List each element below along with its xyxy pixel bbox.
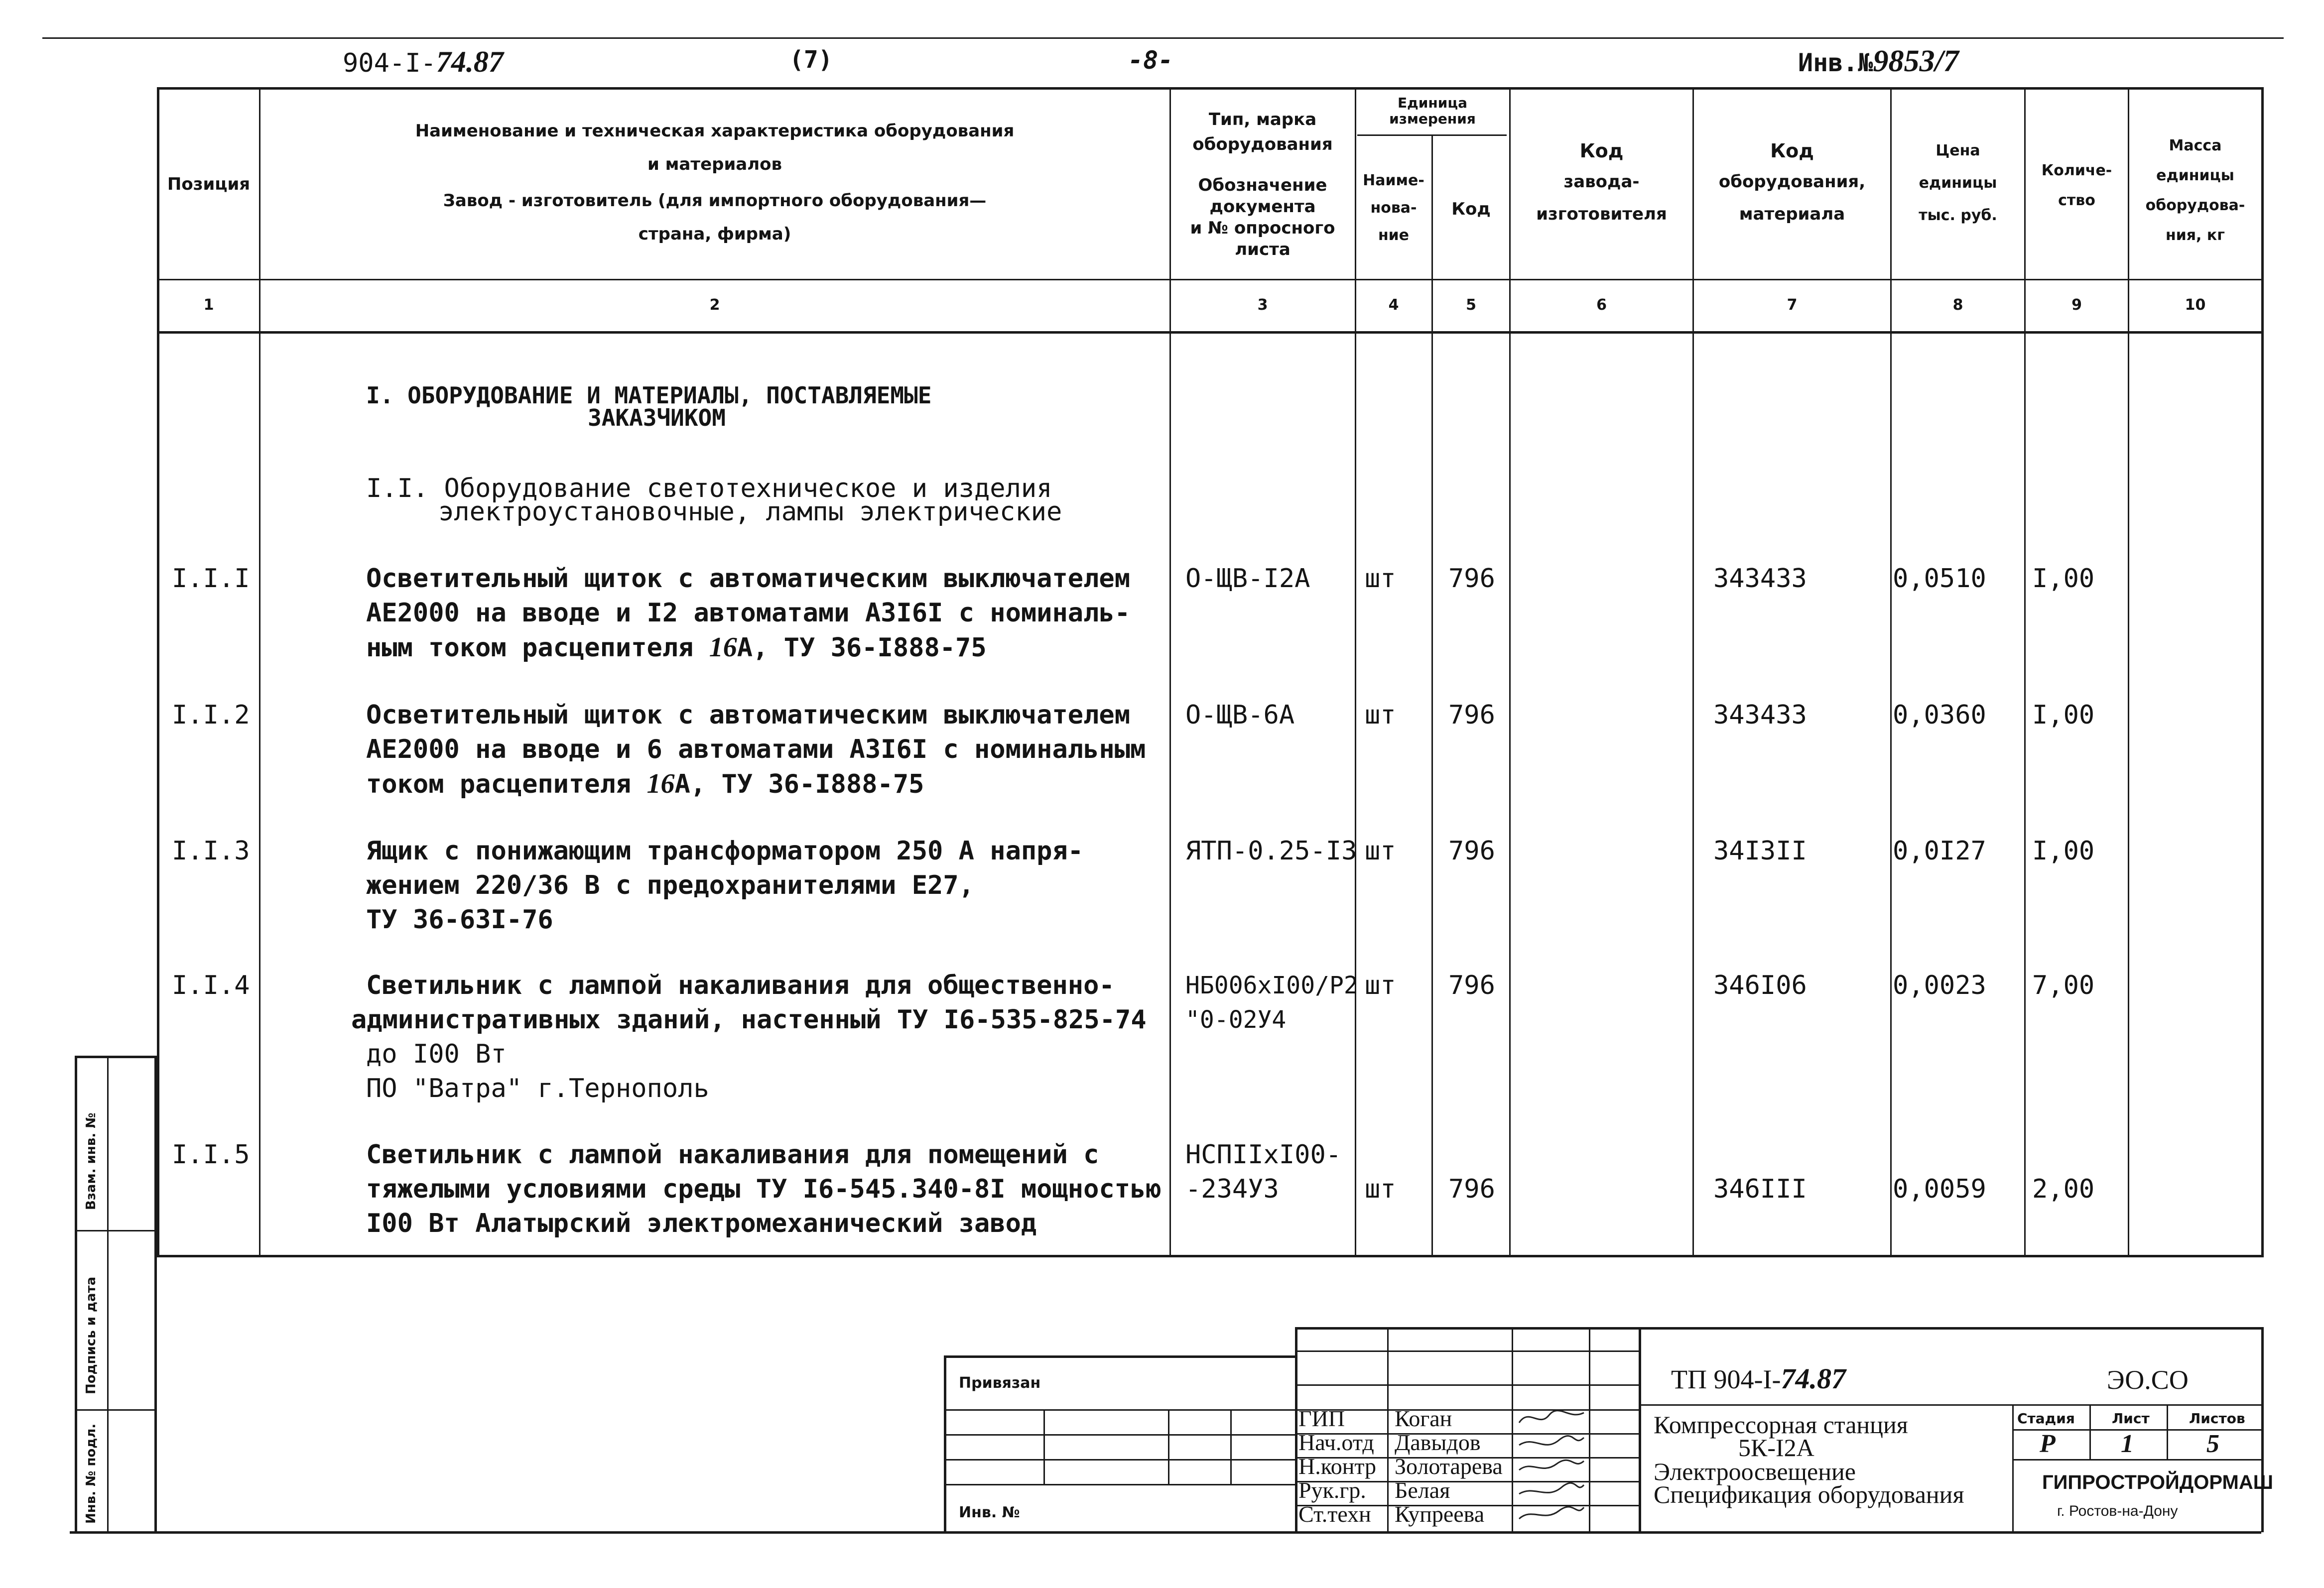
title-block-attached-label: Привязан (959, 1374, 1041, 1392)
row-unit: шт (1365, 971, 1396, 1000)
col-number-5: 5 (1466, 296, 1476, 314)
title-block-stage-value: Р (2040, 1430, 2056, 1458)
header-plant-line3: изготовителя (1536, 204, 1667, 224)
page-number-paren: (7) (789, 46, 833, 74)
header-equip-line3: материала (1739, 204, 1845, 224)
row-description-line: ным током расцепителя 16А, ТУ 36-I888-75 (366, 632, 987, 663)
title-block-sheets-value: 5 (2206, 1430, 2219, 1458)
signature-role-senior-tech: Ст.техн (1298, 1501, 1371, 1527)
row-type: ЯТП-0.25-I3 (1185, 836, 1357, 866)
header-unit-line1: Единица (1398, 95, 1467, 111)
row-quantity: 7,00 (2032, 971, 2095, 1000)
col-number-7: 7 (1787, 296, 1798, 314)
side-stamp-signature-date: Подпись и дата (84, 1276, 99, 1394)
header-mass-line2: единицы (2156, 167, 2234, 184)
row-description-line: до I00 Вт (366, 1039, 507, 1069)
header-equip-line1: Код (1770, 140, 1814, 162)
side-stamp-replacement-inv: Взам. инв. № (84, 1112, 99, 1210)
header-mass-line1: Масса (2169, 137, 2222, 154)
title-block-sheets-label: Листов (2189, 1410, 2245, 1427)
row-description-line: жением 220/36 В с предохранителями Е27, (366, 870, 974, 900)
row-description-line: Осветительный щиток с автоматическим выключателем (366, 700, 1131, 730)
signature-role-gip: ГИП (1298, 1406, 1345, 1431)
header-equip-line2: оборудования, (1718, 172, 1866, 192)
title-block-sheet-line2: Спецификация оборудования (1654, 1480, 1964, 1508)
subsection-title-line2: электроустановочные, лампы электрические (438, 497, 1062, 527)
inventory-handwritten: 9853/7 (1873, 44, 1959, 78)
header-name-line4: страна, фирма) (638, 224, 791, 244)
row-price: 0,0510 (1893, 564, 1986, 594)
row-description-line: Светильник с лампой накаливания для помещений с (366, 1140, 1099, 1170)
col-number-10: 10 (2185, 296, 2206, 314)
page-number-handwritten: -8- (1128, 46, 1173, 75)
row-price: 0,0059 (1893, 1174, 1986, 1204)
row-description-line: административных зданий, настенный ТУ I6-535-825-74 (351, 1005, 1147, 1035)
row-description-line: Светильник с лампой накаливания для общественно- (366, 971, 1115, 1000)
title-block-sheet-line1: Электроосвещение (1654, 1458, 1856, 1485)
col-number-9: 9 (2071, 296, 2082, 314)
header-name-line3: Завод - изготовитель (для импортного оборудования— (443, 191, 987, 211)
header-type-line3: Обозначение (1198, 175, 1327, 195)
row-description-line: тяжелыми условиями среды ТУ I6-545.340-8I мощностью (366, 1174, 1162, 1204)
row-quantity: I,00 (2032, 700, 2095, 730)
row-unit-code: 796 (1448, 971, 1495, 1000)
row-type: НБ006хI00/Р2 (1185, 972, 1358, 999)
section-title-line2: ЗАКАЗЧИКОМ (588, 404, 726, 431)
row-unit-code: 796 (1448, 700, 1495, 730)
row-quantity: 2,00 (2032, 1174, 2095, 1204)
row-quantity: I,00 (2032, 564, 2095, 594)
row-description-line: I00 Вт Алатырский электромеханический завод (366, 1209, 1037, 1238)
row-unit: шт (1365, 836, 1396, 866)
header-qty-line1: Количе- (2041, 162, 2112, 179)
title-block-sheet-label: Лист (2112, 1410, 2150, 1427)
row-equipment-code: 343433 (1713, 564, 1807, 594)
row-type: НСПIIхI00- (1185, 1140, 1342, 1170)
row-description-line: током расцепителя 16А, ТУ 36-I888-75 (366, 768, 924, 799)
row-unit: шт (1365, 700, 1396, 730)
row-type: О-ЩВ-6А (1185, 700, 1295, 730)
header-plant-line1: Код (1579, 140, 1624, 162)
col-number-1: 1 (203, 296, 214, 314)
row-type: "0-02У4 (1185, 1006, 1287, 1034)
title-block-doc-code: ТП 904-I-74.87 (1671, 1362, 1846, 1395)
row-description-line: ПО "Ватра" г.Тернополь (366, 1074, 709, 1103)
document-code-handwritten: 74.87 (436, 45, 504, 78)
row-equipment-code: 346I06 (1713, 971, 1807, 1000)
row-type: О-ЩВ-I2А (1185, 564, 1310, 594)
header-unit-name3: ние (1378, 227, 1410, 244)
header-qty-line2: ство (2058, 192, 2095, 209)
handwritten-signatures (1514, 1405, 1589, 1530)
header-type-line6: листа (1235, 240, 1291, 259)
document-code (343, 45, 504, 79)
header-mass-line3: оборудова- (2145, 197, 2245, 214)
section-title-line1: I. ОБОРУДОВАНИЕ И МАТЕРИАЛЫ, ПОСТАВЛЯЕМЫЕ (366, 382, 932, 409)
col-number-6: 6 (1596, 296, 1607, 314)
header-unit-line2: измерения (1389, 111, 1476, 127)
header-price-line2: единицы (1919, 174, 1997, 192)
col-number-4: 4 (1388, 296, 1399, 314)
header-unit-name2: нова- (1370, 199, 1417, 217)
header-name-line1: Наименование и техническая характеристика оборудования (415, 121, 1015, 141)
inventory-label: Инв.№ (1798, 48, 1873, 77)
title-block-city: г. Ростов-на-Дону (2057, 1503, 2178, 1519)
row-type: -234У3 (1185, 1174, 1279, 1204)
row-price: 0,0023 (1893, 971, 1986, 1000)
document-code-print: 904-I- (343, 48, 436, 78)
signature-name: Золотарева (1395, 1454, 1503, 1479)
header-price-line1: Цена (1936, 142, 1980, 159)
row-position: I.I.I (172, 564, 250, 594)
row-description-line: АЕ2000 на вводе и I2 автоматами А3I6I с номиналь- (366, 598, 1131, 628)
row-price: 0,0I27 (1893, 836, 1986, 866)
col-number-8: 8 (1952, 296, 1963, 314)
title-block-sheet-code: ЭО.СО (2107, 1365, 2189, 1395)
signature-name: Белая (1395, 1477, 1450, 1503)
signature-name: Коган (1395, 1406, 1452, 1431)
row-unit-code: 796 (1448, 836, 1495, 866)
row-position: I.I.4 (172, 971, 250, 1000)
row-unit-code: 796 (1448, 564, 1495, 594)
header-type-line4: документа (1209, 197, 1316, 217)
row-unit-code: 796 (1448, 1174, 1495, 1204)
header-mass-line4: ния, кг (2166, 227, 2225, 244)
title-block-organization: ГИПРОСТРОЙДОРМАШ (2042, 1471, 2273, 1493)
subsection-title-line1: I.I. Оборудование светотехническое и изделия (366, 474, 1052, 503)
title-block-stage-label: Стадия (2017, 1410, 2075, 1427)
row-unit: шт (1365, 564, 1396, 594)
header-name-line2: и материалов (647, 154, 782, 174)
col-number-2: 2 (709, 296, 720, 314)
row-position: I.I.2 (172, 700, 250, 730)
row-price: 0,0360 (1893, 700, 1986, 730)
title-block-object-line1: Компрессорная станция (1654, 1411, 1908, 1439)
header-unit-name1: Наиме- (1363, 172, 1424, 189)
header-type-line2: оборудования (1192, 134, 1333, 154)
header-type-line1: Тип, марка (1208, 110, 1317, 129)
row-unit: шт (1365, 1174, 1396, 1204)
header-position: Позиция (167, 174, 251, 194)
row-description-line: АЕ2000 на вводе и 6 автоматами А3I6I с номинальным (366, 734, 1146, 764)
header-type-line5: и № опросного (1190, 218, 1335, 238)
signature-name: Давыдов (1395, 1430, 1481, 1455)
row-equipment-code: 34I3II (1713, 836, 1807, 866)
signature-role-norm-control: Н.контр (1298, 1454, 1377, 1479)
signature-role-dept-head: Нач.отд (1298, 1430, 1374, 1455)
row-equipment-code: 346III (1713, 1174, 1807, 1204)
row-position: I.I.3 (172, 836, 250, 866)
inventory-number (1798, 44, 1959, 79)
side-stamp-original-inv: Инв. № подл. (84, 1423, 99, 1524)
row-quantity: I,00 (2032, 836, 2095, 866)
signature-role-group-head: Рук.гр. (1298, 1477, 1366, 1503)
row-equipment-code: 343433 (1713, 700, 1807, 730)
row-description-line: Осветительный щиток с автоматическим выключателем (366, 564, 1131, 594)
col-number-3: 3 (1257, 296, 1268, 314)
row-description-line: ТУ 36-63I-76 (366, 905, 553, 935)
title-block-object-line2: 5К-I2А (1738, 1434, 1814, 1462)
signature-name: Купреева (1395, 1501, 1485, 1527)
header-plant-line2: завода- (1563, 172, 1640, 192)
header-price-line3: тыс. руб. (1919, 207, 1997, 224)
title-block-inv-label: Инв. № (959, 1504, 1020, 1521)
header-unit-code: Код (1451, 199, 1491, 219)
row-position: I.I.5 (172, 1140, 250, 1170)
row-description-line: Ящик с понижающим трансформатором 250 А напря- (366, 836, 1084, 866)
title-block-sheet-value: 1 (2121, 1430, 2134, 1458)
